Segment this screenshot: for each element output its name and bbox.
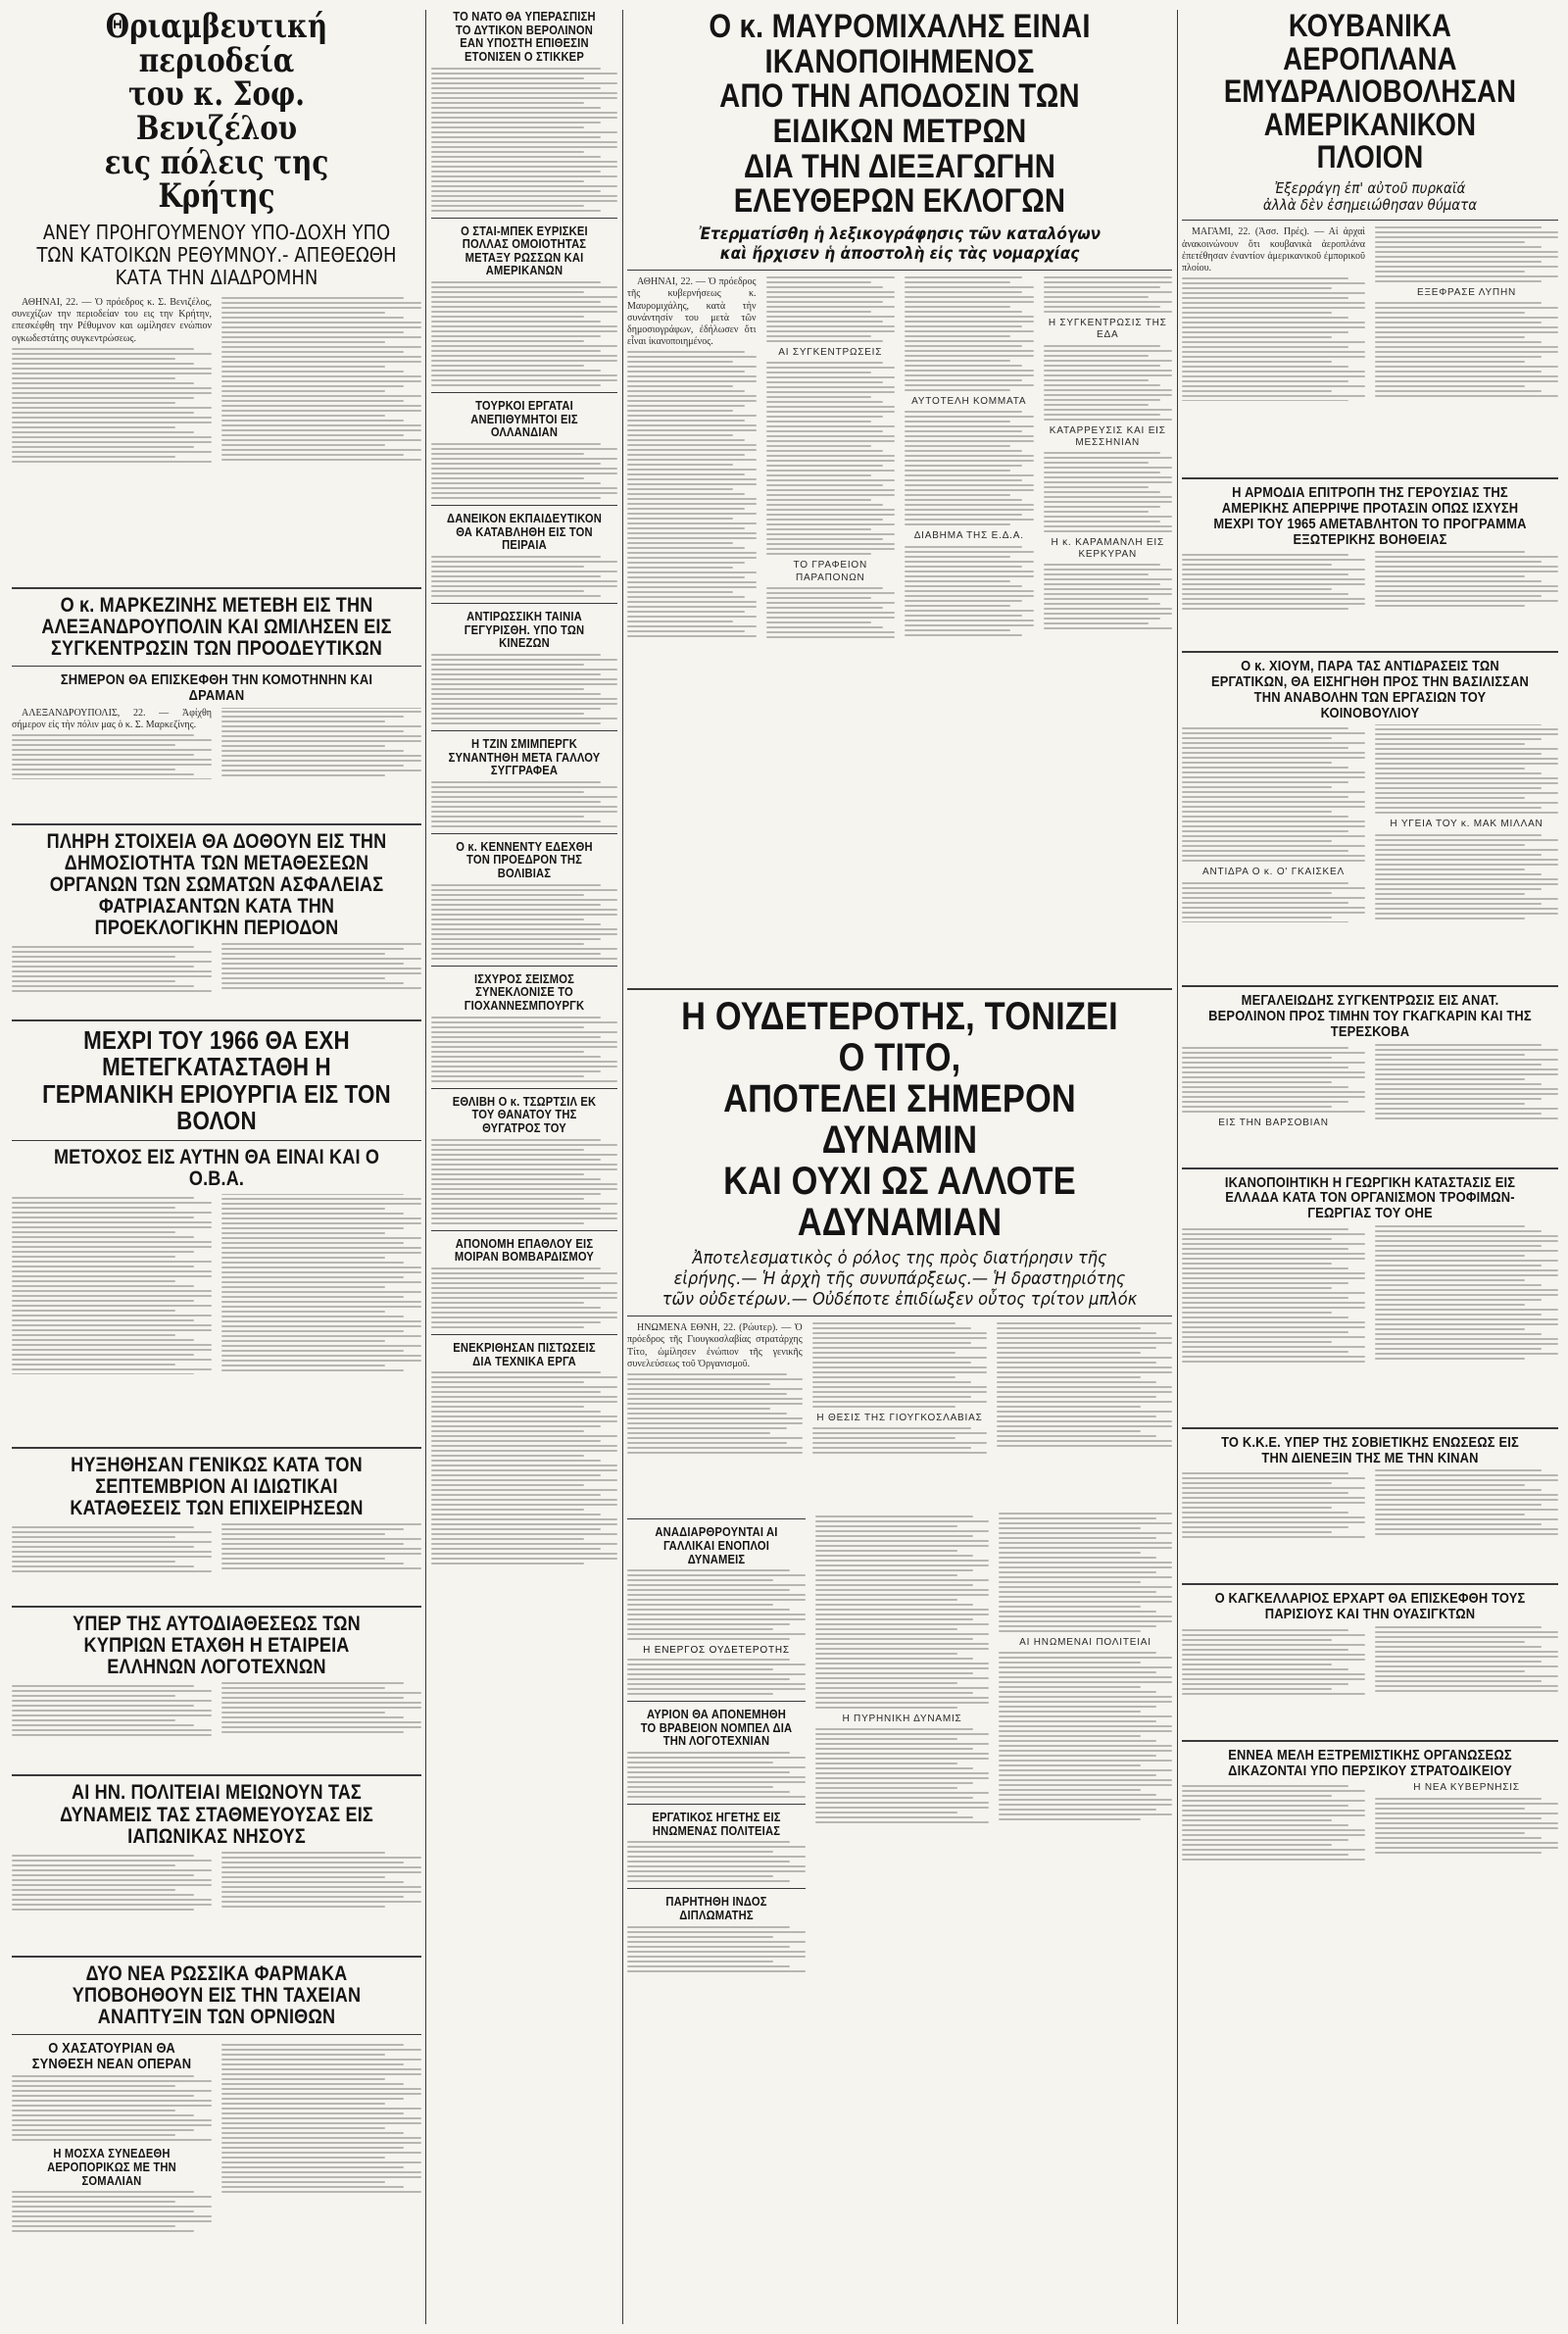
lead-title-line-3: εις πόλεις της Κρήτης — [104, 142, 329, 217]
headline-french-forces: ΑΝΑΔΙΑΡΘΡΟΥΝΤΑΙ ΑΙ ΓΑΛΛΙΚΑΙ ΕΝΟΠΛΟΙ ΔΥΝΑΜΕΙΣ — [655, 1524, 778, 1566]
article-body — [627, 1569, 806, 1640]
lead-right-line-2: ΕΜΥΔΡΑΛΙΟΒΟΛΗΣΑΝ — [1223, 74, 1517, 110]
article-body — [12, 943, 421, 1014]
article-body — [1182, 551, 1558, 645]
column-narrow — [431, 10, 617, 2324]
column-rule — [1177, 10, 1178, 2324]
tito-article-body — [627, 1322, 1172, 1509]
headline-loan-piraeus: ΔΑΝΕΙΚΟΝ ΕΚΠΑΙΔΕΥΤΙΚΟΝ ΘΑ ΚΑΤΑΒΛΗΘΗ ΕΙΣ ΤΟΝ ΠΕΙΡΑΙΑ — [447, 511, 602, 553]
headline-indian-diplomat: ΠΑΡΗΤΗΘΗ ΙΝΔΟΣ ΔΙΠΛΩΜΑΤΗΣ — [665, 1894, 767, 1923]
bottom-left-stories — [12, 2041, 421, 2235]
headline-nobel-literature: ΑΥΡΙΟΝ ΘΑ ΑΠΟΝΕΜΗΘΗ ΤΟ ΒΡΑΒΕΙΟΝ ΝΟΜΠΕΛ ΔΙΑ ΤΗΝ ΛΟΓΟΤΕΧΝΙΑΝ — [640, 1707, 793, 1749]
headline-cypriot-self-determination: ΥΠΕΡ ΤΗΣ ΑΥΤΟΔΙΑΘΕΣΕΩΣ ΤΩΝ ΚΥΠΡΙΩΝ ΕΤΑΧΘΗ Η ΕΤΑΙΡΕΙΑ ΕΛΛΗΝΩΝ ΛΟΓΟΤΕΧΝΩΝ — [73, 1613, 361, 1679]
headline-persian-court: ΕΝΝΕΑ ΜΕΛΗ ΕΞΤΡΕΜΙΣΤΙΚΗΣ ΟΡΓΑΝΩΣΕΩΣ ΔΙΚΑΖΟΝΤΑΙ ΥΠΟ ΠΕΡΣΙΚΟΥ ΣΤΡΑΤΟΔΙΚΕΙΟΥ — [1228, 1746, 1512, 1779]
lead-title-line-2: του κ. Σοφ. Βενιζέλου — [128, 74, 305, 149]
headline-labor-leader: ΕΡΓΑΤΙΚΟΣ ΗΓΕΤΗΣ ΕΙΣ ΗΝΩΜΕΝΑΣ ΠΟΛΙΤΕΙΑΣ — [652, 1810, 781, 1838]
headline-jean-seberg: Η ΤΖΙΝ ΣΜΙΜΠΕΡΓΚ ΣΥΝΑΝΤΗΘΗ ΜΕΤΑ ΓΑΛΛΟΥ ΣΥΓΓΡΑΦΕΑ — [448, 735, 601, 778]
article-body — [12, 1194, 421, 1441]
section-head: ΑΙ ΗΝΩΜΕΝΑΙ ΠΟΛΙΤΕΙΑΙ — [1019, 1637, 1152, 1649]
article-body — [431, 884, 617, 960]
headline-security-transfers: ΠΛΗΡΗ ΣΤΟΙΧΕΙΑ ΘΑ ΔΟΘΟΥΝ ΕΙΣ ΤΗΝ ΔΗΜΟΣΙΟΤΗΤΑ ΤΩΝ ΜΕΤΑΘΕΣΕΩΝ ΟΡΓΑΝΩΝ ΤΩΝ ΣΩΜΑΤΩΝ ΑΣΦΑΛΕΙΑΣ ΦΑΤΡΙΑΣΑΝΤΩΝ ΚΑΤΑ ΤΗΝ ΠΡΟΕΚΛΟΓΙΚΗΝ ΠΕΡΙΟΔΟΝ — [46, 829, 387, 939]
section-head: ΕΙΣ ΤΗΝ ΒΑΡΣΟΒΙΑΝ — [1218, 1117, 1329, 1128]
article-body — [627, 1752, 806, 1798]
article-body — [431, 1139, 617, 1224]
lead-center-line-1: Ο κ. ΜΑΥΡΟΜΙΧΑΛΗΣ ΕΙΝΑΙ ΙΚΑΝΟΠΟΙΗΜΕΝΟΣ — [709, 10, 1091, 80]
headline-erhard-visit: Ο ΚΑΓΚΕΛΛΑΡΙΟΣ ΕΡΧΑΡΤ ΘΑ ΕΠΙΣΚΕΦΘΗ ΤΟΥΣ ΠΑΡΙΣΙΟΥΣ ΚΑΙ ΤΗΝ ΟΥΑΣΙΓΚΤΩΝ — [1214, 1590, 1526, 1623]
lead-dateline: ΑΘΗΝΑΙ, 22. — Ὁ πρόεδρος κ. Σ. Βενιζέλος, συνεχίζων την περιοδείαν του εις την Κρήτην, επεσκέφθη την Ρέθυμνον και ωμίλησεν ενώπιον ογκωδεστάτης συγκεντρώσεως. — [12, 297, 212, 344]
article-body — [12, 2191, 212, 2232]
section-head: Η ΘΕΣΙΣ ΤΗΣ ΓΙΟΥΓΚΟΣΛΑΒΙΑΣ — [816, 1413, 983, 1424]
lead-center-line-3: ΔΙΑ ΤΗΝ ΔΙΕΞΑΓΩΓΗΝ ΕΛΕΥΘΕΡΩΝ ΕΚΛΟΓΩΝ — [733, 147, 1066, 221]
article-body — [627, 1659, 806, 1695]
dateline: ΑΛΕΞΑΝΔΡΟΥΠΟΛΙΣ, 22. — Ἀφίχθη σήμερον εἰς τὴν πόλιν μας ὁ κ. Σ. Μαρκεζίνης. — [12, 707, 212, 730]
headline-deposits: ΗΥΞΗΘΗΣΑΝ ΓΕΝΙΚΩΣ ΚΑΤΑ ΤΟΝ ΣΕΠΤΕΜΒΡΙΟΝ ΑΙ ΙΔΙΩΤΙΚΑΙ ΚΑΤΑΘΕΣΕΙΣ ΤΩΝ ΕΠΙΧΕΙΡΗΣΕΩΝ — [70, 1454, 364, 1520]
article-body — [431, 781, 617, 827]
article-body — [627, 1926, 806, 1972]
section-head: Η κ. ΚΑΡΑΜΑΝΛΗ ΕΙΣ ΚΕΡΚΥΡΑΝ — [1051, 536, 1164, 561]
dateline: ΜΑΓΑΜΙ, 22. (Ἀσσ. Πρές). — Αἱ ἀρχαὶ ἀνακοινώνουν ὅτι κουβανικὰ ἀεροπλάνα ἐπετέθησαν ἐναντίον ἀμερικανικοῦ ἐμπορικοῦ πλοίου. — [1182, 226, 1365, 274]
headline-khachaturian: Ο ΧΑΣΑΤΟΥΡΙΑΝ ΘΑ ΣΥΝΘΕΣΗ ΝΕΑΝ ΟΠΕΡΑΝ — [31, 2039, 192, 2072]
lead-center-line-2: ΑΠΟ ΤΗΝ ΑΠΟΔΟΣΙΝ ΤΩΝ ΕΙΔΙΚΩΝ ΜΕΤΡΩΝ — [719, 77, 1080, 151]
article-body — [1182, 1469, 1558, 1577]
headline-woolen-industry: ΜΕΧΡΙ ΤΟΥ 1966 ΘΑ ΕΧΗ ΜΕΤΕΓΚΑΤΑΣΤΑΘΗ Η ΓΕΡΜΑΝΙΚΗ ΕΡΙΟΥΡΓΙΑ ΕΙΣ ΤΟΝ ΒΟΛΟΝ — [42, 1024, 391, 1135]
headline-gagarin-tereshkova: ΜΕΓΑΛΕΙΩΔΗΣ ΣΥΓΚΕΝΤΡΩΣΙΣ ΕΙΣ ΑΝΑΤ. ΒΕΡΟΛΙΝΟΝ ΠΡΟΣ ΤΙΜΗΝ ΤΟΥ ΓΚΑΓΚΑΡΙΝ ΚΑΙ ΤΗΣ ΤΕΡΕΣΚΟΒΑ — [1208, 992, 1532, 1040]
lead-subtitle: ΑΝΕΥ ΠΡΟΗΓΟΥΜΕΝΟΥ ΥΠΟ-ΔΟΧΗ ΥΠΟ ΤΩΝ ΚΑΤΟΙΚΩΝ ΡΕΘΥΜΝΟΥ.- ΑΠΕΘΕΩΘΗ ΚΑΤΑ ΤΗΝ ΔΙΑΔΡΟΜΗΝ — [36, 221, 397, 290]
article-body — [1182, 1626, 1558, 1734]
lead-right-body — [1182, 226, 1558, 472]
article-body — [431, 556, 617, 597]
article-body — [1182, 1782, 1558, 1900]
column-rule — [622, 10, 623, 2324]
section-head: Η ΣΥΓΚΕΝΤΡΩΣΙΣ ΤΗΣ ΕΔΑ — [1048, 318, 1167, 341]
headline-home-parliament: Ο κ. ΧΙΟΥΜ, ΠΑΡΑ ΤΑΣ ΑΝΤΙΔΡΑΣΕΙΣ ΤΩΝ ΕΡΓΑΤΙΚΩΝ, ΘΑ ΕΙΣΗΓΗΘΗ ΠΡΟΣ ΤΗΝ ΒΑΣΙΛΙΣΣΑΝ ΤΗΝ ΑΝΑΒΟΛΗΝ ΤΩΝ ΕΡΓΑΣΙΩΝ ΤΟΥ ΚΟΙΝΟΒΟΥΛΙΟΥ — [1210, 658, 1530, 721]
article-body — [431, 1267, 617, 1328]
article-body — [431, 654, 617, 724]
section-head: ΚΑΤΑΡΡΕΥΣΙΣ ΚΑΙ ΕΙΣ ΜΕΣΣΗΝΙΑΝ — [1049, 424, 1166, 448]
column-right — [1182, 10, 1558, 2324]
article-body — [431, 68, 617, 212]
headline-technical-works-credits: ΕΝΕΚΡΙΘΗΣΑΝ ΠΙΣΤΩΣΕΙΣ ΔΙΑ ΤΕΧΝΙΚΑ ΕΡΓΑ — [453, 1339, 596, 1368]
lead-center-sub-1: Ἐτερματίσθη ἡ λεξικογράφησις τῶν καταλόγων — [698, 224, 1102, 245]
headline-kennedy-bolivia: Ο κ. ΚΕΝΝΕΝΤΥ ΕΔΕΧΘΗ ΤΟΝ ΠΡΟΕΔΡΟΝ ΤΗΣ ΒΟΛΙΒΙΑΣ — [456, 838, 593, 881]
subheadline-woolen-industry: ΜΕΤΟΧΟΣ ΕΙΣ ΑΥΤΗΝ ΘΑ ΕΙΝΑΙ ΚΑΙ Ο Ο.Β.Α. — [53, 1146, 380, 1191]
section-head: ΑΙ ΣΥΓΚΕΝΤΡΩΣΕΙΣ — [778, 347, 883, 359]
article-body — [431, 281, 617, 386]
section-head: ΑΥΤΟΤΕΛΗ ΚΟΜΜΑΤΑ — [911, 396, 1027, 408]
headline-markezinis: Ο κ. ΜΑΡΚΕΖΙΝΗΣ ΜΕΤΕΒΗ ΕΙΣ ΤΗΝ ΑΛΕΞΑΝΔΡΟΥΠΟΛΙΝ ΚΑΙ ΩΜΙΛΗΣΕΝ ΕΙΣ ΣΥΓΚΕΝΤΡΩΣΙΝ ΤΩΝ ΠΡΟΟΔΕΥΤΙΚΩΝ — [41, 594, 392, 661]
lead-right-sub-2: ἀλλὰ δὲν ἐσημειώθησαν θύματα — [1262, 196, 1478, 215]
section-head: ΔΙΑΒΗΜΑ ΤΗΣ Ε.Δ.Α. — [913, 530, 1024, 542]
headline-steinbeck: Ο ΣΤΑΙ-ΜΠΕΚ ΕΥΡΙΣΚΕΙ ΠΟΛΛΑΣ ΟΜΟΙΟΤΗΤΑΣ ΜΕΤΑΞΥ ΡΩΣΣΩΝ ΚΑΙ ΑΜΕΡΙΚΑΝΩΝ — [461, 223, 588, 278]
lead-article-body — [12, 297, 421, 581]
article-body — [1182, 1225, 1558, 1421]
subheadline-markezinis: ΣΗΜΕΡΟΝ ΘΑ ΕΠΙΣΚΕΦΘΗ ΤΗΝ ΚΟΜΟΤΗΝΗΝ ΚΑΙ ΔΡΑΜΑΝ — [60, 671, 373, 704]
headline-senate-aid: Η ΑΡΜΟΔΙΑ ΕΠΙΤΡΟΠΗ ΤΗΣ ΓΕΡΟΥΣΙΑΣ ΤΗΣ ΑΜΕΡΙΚΗΣ ΑΠΕΡΡΙΨΕ ΠΡΟΤΑΣΙΝ ΟΠΩΣ ΙΣΧΥΣΗ ΜΕΧΡΙ ΤΟΥ 1965 ΑΜΕΤΑΒΛΗΤΟΝ ΤΟ ΠΡΟΓΡΑΜΜΑ ΕΞΩΤΕΡΙΚΗΣ ΒΟΗΘΕΙΑΣ — [1213, 484, 1527, 548]
lead-right-line-1: ΚΟΥΒΑΝΙΚΑ ΑΕΡΟΠΛΑΝΑ — [1283, 10, 1457, 76]
section-head: Η ΝΕΑ ΚΥΒΕΡΝΗΣΙΣ — [1413, 1782, 1520, 1794]
article-body — [12, 708, 421, 818]
article-body — [431, 1017, 617, 1082]
article-body — [12, 2075, 212, 2141]
section-head: ΤΟ ΓΡΑΦΕΙΟΝ ΠΑΡΑΠΟΝΩΝ — [793, 560, 868, 583]
article-body — [1182, 1044, 1558, 1162]
dateline: ΗΝΩΜΕΝΑ ΕΘΝΗ, 22. (Ρώυτερ). — Ὁ πρόεδρος τῆς Γιουγκοσλαβίας στρατάρχης Τίτο, ὡμίλησεν ἐνώπιον τῆς γενικῆς συνελεύσεως τοῦ Ὀργανισμοῦ. — [627, 1322, 803, 1369]
section-head: Η ΠΥΡΗΝΙΚΗ ΔΥΝΑΜΙΣ — [842, 1713, 962, 1725]
section-head: Η ΕΝΕΡΓΟΣ ΟΥΔΕΤΕΡΟΤΗΣ — [643, 1645, 790, 1657]
lead-right-sub-1: Ἐξερράγη ἐπ' αὐτοῦ πυρκαϊά — [1274, 178, 1466, 197]
lead-right-line-3: ΑΜΕΡΙΚΑΝΙΚΟΝ ΠΛΟΙΟΝ — [1263, 106, 1477, 175]
headline-fao-greece: ΙΚΑΝΟΠΟΙΗΤΙΚΗ Η ΓΕΩΡΓΙΚΗ ΚΑΤΑΣΤΑΣΙΣ ΕΙΣ ΕΛΛΑΔΑ ΚΑΤΑ ΤΟΝ ΟΡΓΑΝΙΣΜΟΝ ΤΡΟΦΙΜΩΝ-ΓΕΩΡΓΙΑΣ ΤΟΥ ΟΗΕ — [1224, 1173, 1516, 1222]
article-body — [431, 443, 617, 499]
tito-headline-line-2: ΑΠΟΤΕΛΕΙ ΣΗΜΕΡΟΝ ΔΥΝΑΜΙΝ — [723, 1077, 1076, 1163]
tito-headline-line-3: ΚΑΙ ΟΥΧΙ ΩΣ ΑΛΛΟΤΕ ΑΔΥΝΑΜΙΑΝ — [723, 1160, 1076, 1245]
center-lower-grid — [627, 1513, 1172, 1974]
article-body — [627, 1841, 806, 1882]
column-left — [12, 10, 421, 2324]
headline-nato-berlin: ΤΟ ΝΑΤΟ ΘΑ ΥΠΕΡΑΣΠΙΣΗ ΤΟ ΔΥΤΙΚΟΝ ΒΕΡΟΛΙΝΟΝ ΕΑΝ ΥΠΟΣΤΗ ΕΠΙΘΕΣΙΝ ΕΤΟΝΙΣΕΝ Ο ΣΤΙΚΚΕΡ — [453, 10, 596, 64]
tito-headline-line-1: Η ΟΥΔΕΤΕΡΟΤΗΣ, ΤΟΝΙΖΕΙ Ο ΤΙΤΟ, — [681, 995, 1118, 1080]
section-head: ΕΞΕΦΡΑΣΕ ΛΥΠΗΝ — [1417, 287, 1516, 299]
lead-title-line-1: Θριαμβευτική περιοδεία — [105, 10, 328, 80]
headline-churchill: ΕΘΛΙΒΗ Ο κ. ΤΣΩΡΤΣΙΛ ΕΚ ΤΟΥ ΘΑΝΑΤΟΥ ΤΗΣ ΘΥΓΑΤΡΟΣ ΤΟΥ — [452, 1093, 597, 1135]
section-head: ΑΝΤΙΔΡΑ Ο κ. Ο' ΓΚΑΙΣΚΕΛ — [1202, 867, 1345, 878]
headline-earthquake-johannesburg: ΙΣΧΥΡΟΣ ΣΕΙΣΜΟΣ ΣΥΝΕΚΛΟΝΙΣΕ ΤΟ ΓΙΟΧΑΝΝΕΣΜΠΟΥΡΓΚ — [464, 970, 585, 1014]
headline-russian-drugs: ΔΥΟ ΝΕΑ ΡΩΣΣΙΚΑ ΦΑΡΜΑΚΑ ΥΠΟΒΟΗΘΟΥΝ ΕΙΣ ΤΗΝ ΤΑΧΕΙΑΝ ΑΝΑΠΤΥΞΙΝ ΤΩΝ ΟΡΝΙΘΩΝ — [72, 1962, 362, 2028]
article-body — [431, 1371, 617, 1564]
dateline: ΑΘΗΝΑΙ, 22. — Ὁ πρόεδρος τῆς κυβερνήσεως κ. Μαυρομιχάλης, κατὰ τὴν συνάντησίν του μετὰ τῶν δημοσιογράφων, ἐδήλωσεν ὅτι εἶναι ἱκανοποιημένος. — [627, 276, 757, 348]
headline-bomber-squadron-award: ΑΠΟΝΟΜΗ ΕΠΑΘΛΟΥ ΕΙΣ ΜΟΙΡΑΝ ΒΟΜΒΑΡΔΙΣΜΟΥ — [454, 1235, 595, 1265]
headline-anti-russian-film: ΑΝΤΙΡΩΣΣΙΚΗ ΤΑΙΝΙΑ ΓΕΓΥΡΙΣΘΗ. ΥΠΟ ΤΩΝ ΚΙΝΕΖΩΝ — [464, 608, 585, 651]
article-body — [1182, 724, 1558, 979]
lead-center-sub-2: καὶ ἤρχισεν ἡ ἀποστολὴ εἰς τὰς νομαρχίας — [719, 243, 1080, 264]
article-body — [221, 2041, 421, 2235]
column-center — [627, 10, 1172, 2324]
headline-kke-soviet-china: ΤΟ Κ.Κ.Ε. ΥΠΕΡ ΤΗΣ ΣΟΒΙΕΤΙΚΗΣ ΕΝΩΣΕΩΣ ΕΙΣ ΤΗΝ ΔΙΕΝΕΞΙΝ ΤΗΣ ΜΕ ΤΗΝ ΚΙΝΑΝ — [1221, 1433, 1519, 1466]
section-head: Η ΥΓΕΙΑ ΤΟΥ κ. ΜΑΚ ΜΙΛΛΑΝ — [1390, 819, 1544, 830]
article-body — [12, 1682, 421, 1768]
column-rule — [425, 10, 426, 2324]
tito-subtitle: Ἀποτελεσματικὸς ὁ ρόλος της πρὸς διατήρησιν τῆς εἰρήνης.— Ἡ ἀρχὴ τῆς συνυπάρξεως.— Ἡ δραστηριότης τῶν οὐδετέρων.— Οὐδέποτε ἐπιδίωξεν οὗτος τρίτον μπλόκ — [662, 1248, 1138, 1310]
tito-article-continued — [815, 1513, 1172, 1974]
headline-us-forces-japan: ΑΙ ΗΝ. ΠΟΛΙΤΕΙΑΙ ΜΕΙΩΝΟΥΝ ΤΑΣ ΔΥΝΑΜΕΙΣ ΤΑΣ ΣΤΑΘΜΕΥΟΥΣΑΣ ΕΙΣ ΙΑΠΩΝΙΚΑΣ ΝΗΣΟΥΣ — [60, 1781, 373, 1848]
article-body — [12, 1852, 421, 1950]
article-body — [12, 1523, 421, 1600]
headline-turkish-workers: ΤΟΥΡΚΟΙ ΕΡΓΑΤΑΙ ΑΝΕΠΙΘΥΜΗΤΟΙ ΕΙΣ ΟΛΛΑΝΔΙΑΝ — [470, 398, 578, 440]
headline-moscow-somalia: Η ΜΟΣΧΑ ΣΥΝΕΔΕΘΗ ΑΕΡΟΠΟΡΙΚΩΣ ΜΕ ΤΗΝ ΣΟΜΑΛΙΑΝ — [47, 2146, 176, 2188]
lead-center-body — [627, 276, 1172, 982]
